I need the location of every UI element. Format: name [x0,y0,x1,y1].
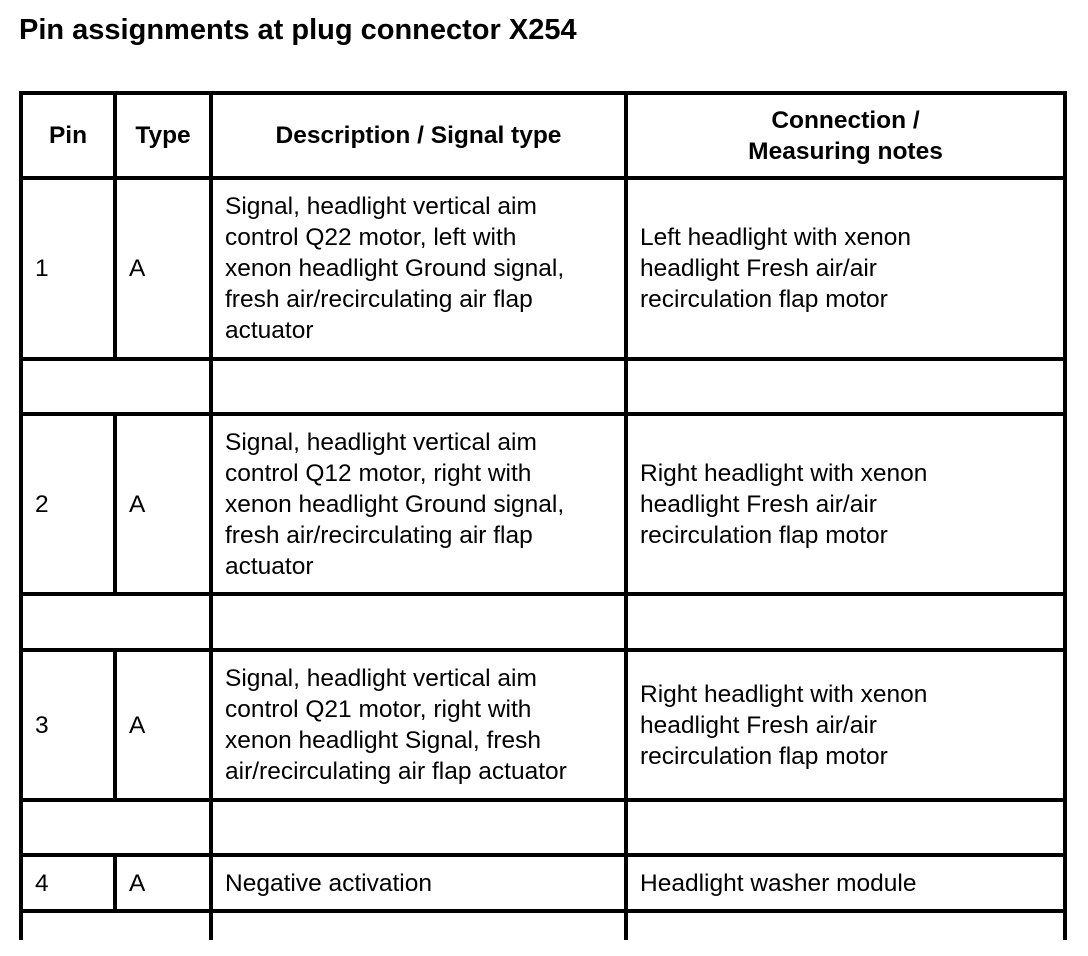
connection-line: headlight Fresh air/air [640,711,877,739]
cell-description [213,857,624,909]
header-connection-line: Connection / [771,106,920,134]
cell-connection [628,416,1063,592]
header-description [213,95,624,176]
table-rule [19,357,1067,361]
description-line: actuator [225,552,314,580]
description-line: control Q12 motor, right with [225,459,532,487]
connection-line: recirculation flap motor [640,521,888,549]
table-rule [1063,91,1067,940]
header-type [117,95,209,176]
connection-line: headlight Fresh air/air [640,490,877,518]
pin-value: 4 [35,869,49,897]
table-rule [19,592,1067,596]
description-line: control Q22 motor, left with [225,224,517,251]
connection-line: recirculation flap motor [640,742,888,770]
table-rule [19,909,1067,913]
description-line: air/recirculating air flap actuator [225,758,567,785]
type-value: A [129,711,146,739]
description-line: Negative activation [225,869,433,897]
pin-value: 1 [35,255,49,282]
description-line: actuator [225,317,314,344]
cell-connection [628,857,1063,909]
connection-line: recirculation flap motor [640,286,888,313]
connection-line: Headlight washer module [640,869,917,897]
cell-connection [628,652,1063,798]
description-line: fresh air/recirculating air flap [225,521,533,549]
cell-type [117,180,209,357]
connection-line: Left headlight with xenon [640,224,912,251]
table-rule [19,798,1067,802]
header-pin-label: Pin [48,122,88,149]
cell-type [117,652,209,798]
cell-description [213,416,624,592]
header-connection [628,95,1063,176]
header-type-label: Type [135,122,191,149]
cell-type [117,857,209,909]
description-line: Signal, headlight vertical aim [225,665,537,692]
header-pin [23,95,113,176]
header-connection-line: Measuring notes [748,137,943,165]
cell-description [213,652,624,798]
description-line: xenon headlight Signal, fresh [225,727,541,754]
connection-line: Right headlight with xenon [640,459,928,487]
cell-type [117,416,209,592]
description-line: xenon headlight Ground signal, [225,490,565,518]
description-line: fresh air/recirculating air flap [225,286,533,313]
type-value: A [129,490,146,518]
description-line: xenon headlight Ground signal, [225,255,565,282]
header-description-label: Description / Signal type [275,122,562,149]
description-line: control Q21 motor, right with [225,696,532,723]
pin-value: 2 [35,490,49,518]
cell-pin [23,652,113,798]
type-value: A [129,869,146,897]
description-line: Signal, headlight vertical aim [225,428,537,456]
description-line: Signal, headlight vertical aim [225,193,537,220]
type-value: A [129,255,146,282]
cell-connection [628,180,1063,357]
cell-pin [23,180,113,357]
page-title: Pin assignments at plug connector X254 [19,14,577,46]
connection-line: headlight Fresh air/air [640,255,877,282]
cell-description [213,180,624,357]
connection-line: Right headlight with xenon [640,680,928,708]
pin-value: 3 [35,711,49,739]
cell-pin [23,857,113,909]
cell-pin [23,416,113,592]
